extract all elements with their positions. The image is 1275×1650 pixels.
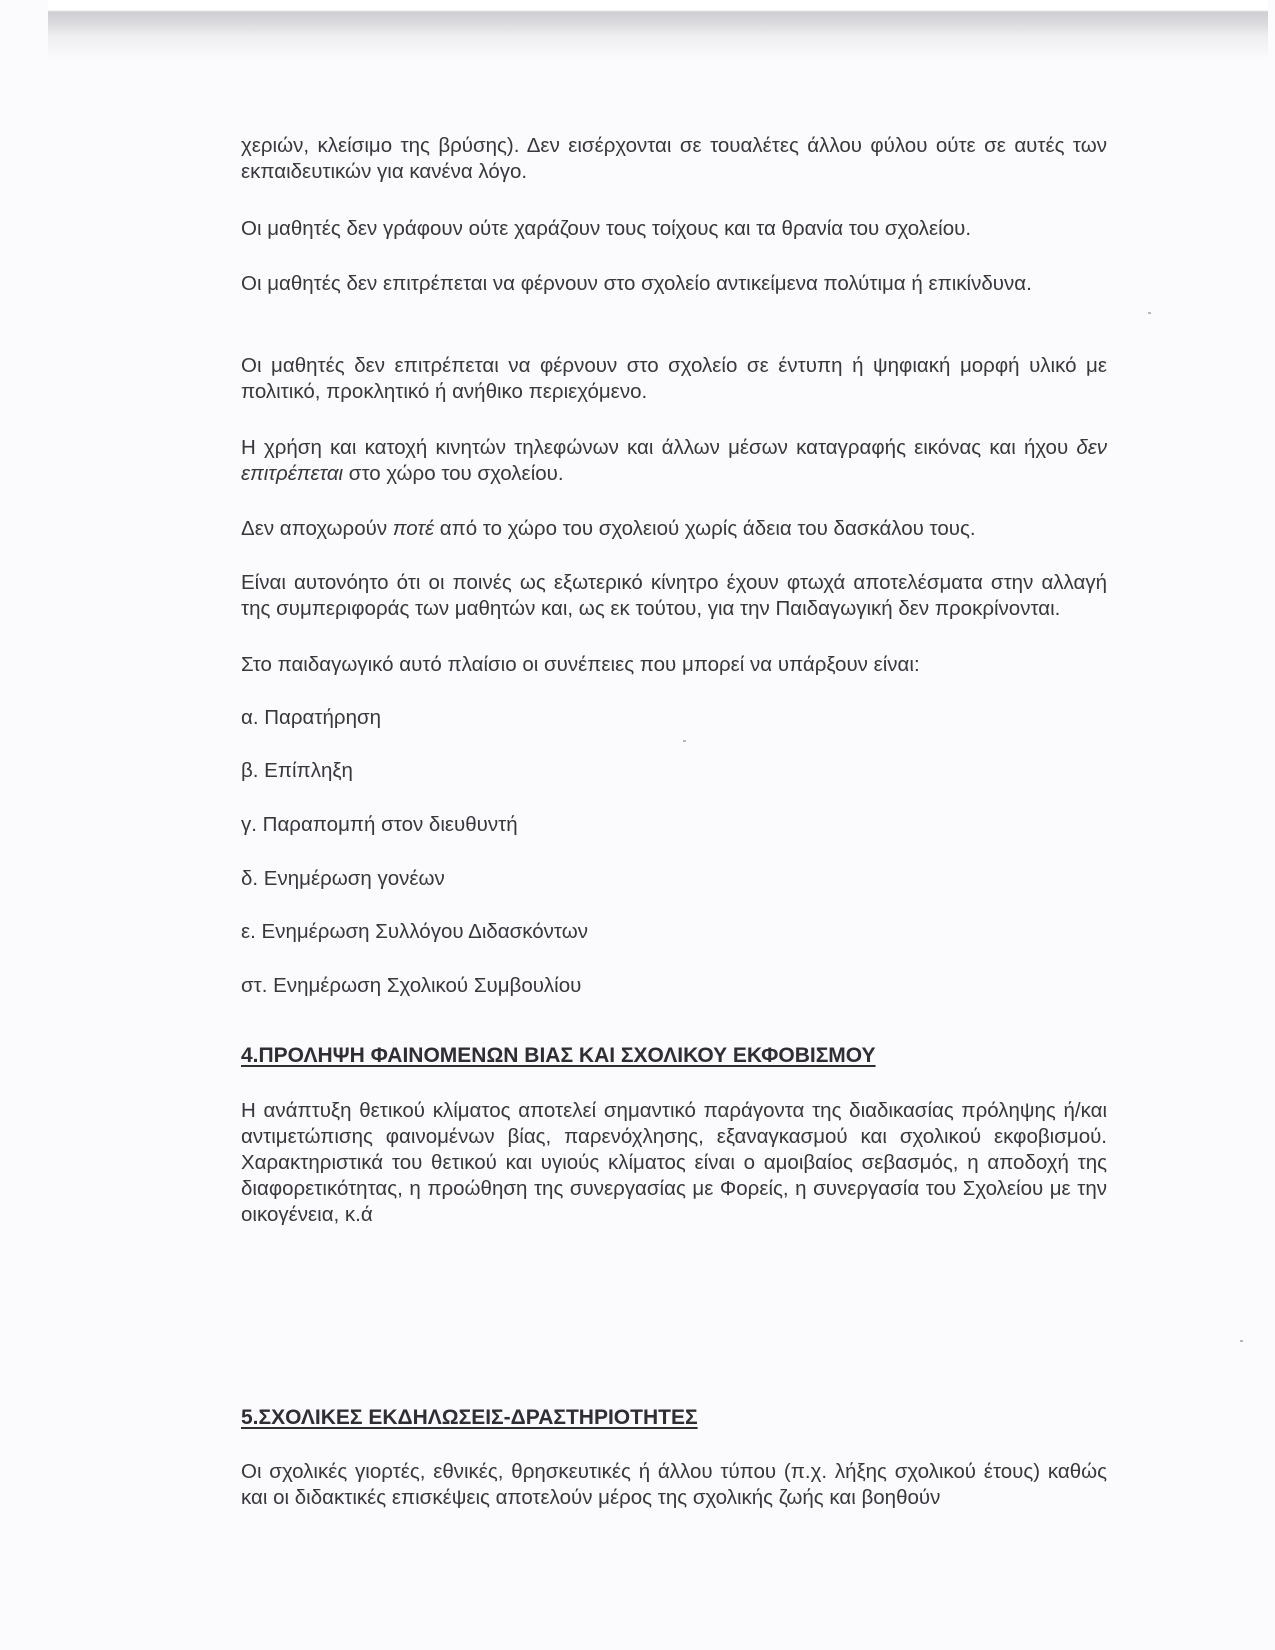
- paragraph-mobile-phones: [241, 435, 1107, 487]
- paragraph-consequences-intro: Στο παιδαγωγικό αυτό πλαίσιο οι συνέπειες που μπορεί να υπάρξουν είναι:: [241, 653, 920, 676]
- leaving-text-start: Δεν αποχωρούν: [241, 517, 393, 540]
- consequence-item: β. Επίπληξη: [241, 759, 353, 782]
- paragraph-toilets: χεριών, κλείσιμο της βρύσης). Δεν εισέρχονται σε τουαλέτες άλλου φύλου ούτε σε αυτές των εκπαιδευτικών για κανένα λόγο.: [241, 134, 1107, 183]
- paragraph-valuables: Οι μαθητές δεν επιτρέπεται να φέρνουν στο σχολείο αντικείμενα πολύτιμα ή επικίνδυνα.: [241, 272, 1032, 295]
- mobile-text-start: Η χρήση και κατοχή κινητών τηλεφώνων και άλλων μέσων καταγραφής εικόνας και ήχου: [241, 436, 1077, 459]
- consequence-item: δ. Ενημέρωση γονέων: [241, 867, 445, 890]
- section-4-body: Η ανάπτυξη θετικού κλίματος αποτελεί σημαντικό παράγοντα της διαδικασίας πρόληψης ή/και αντιμετώπισης φαινομένων βίας, παρενόχλησης, εξαναγκασμού και σχολικού εκφοβισμού. Χαρακτηριστικά του θετικού και υγιούς κλίματος είναι ο αμοιβαίος σεβασμός, η αποδοχή της διαφορετικότητας, η προώθηση της συνεργασίας με Φορείς, η συνεργασία του Σχολείου με την οικογένεια, κ.ά: [241, 1099, 1107, 1226]
- scan-speck: [1240, 1340, 1243, 1342]
- scan-edge-shadow: [48, 0, 1268, 66]
- leaving-emphasis: ποτέ: [392, 517, 435, 540]
- consequence-item: ε. Ενημέρωση Συλλόγου Διδασκόντων: [241, 920, 588, 943]
- consequence-item: α. Παρατήρηση: [241, 706, 382, 729]
- paragraph-penalties: Είναι αυτονόητο ότι οι ποινές ως εξωτερικό κίνητρο έχουν φτωχά αποτελέσματα στην αλλαγή της συμπεριφοράς των μαθητών και, ως εκ τούτου, για την Παιδαγωγική δεν προκρίνονται.: [241, 571, 1107, 620]
- leaving-text-end: από το χώρο του σχολειού χωρίς άδεια του δασκάλου τους.: [434, 517, 976, 540]
- paragraph-walls-desks: Οι μαθητές δεν γράφουν ούτε χαράζουν τους τοίχους και τα θρανία του σχολείου.: [241, 217, 972, 240]
- paragraph-leaving: [241, 516, 1107, 542]
- mobile-emphasis: δεν επιτρέπεται: [241, 436, 1107, 485]
- paragraph-material: Οι μαθητές δεν επιτρέπεται να φέρνουν στο σχολείο σε έντυπη ή ψηφιακή μορφή υλικό με πολιτικό, προκλητικό ή ανήθικο περιεχόμενο.: [241, 354, 1107, 403]
- section-5-heading: 5.ΣΧΟΛΙΚΕΣ ΕΚΔΗΛΩΣΕΙΣ-ΔΡΑΣΤΗΡΙΟΤΗΤΕΣ: [241, 1406, 698, 1429]
- scan-speck: [1148, 312, 1151, 314]
- section-5-body: Οι σχολικές γιορτές, εθνικές, θρησκευτικές ή άλλου τύπου (π.χ. λήξης σχολικού έτους) καθώς και οι διδακτικές επισκέψεις αποτελούν μέρος της σχολικής ζωής και βοηθούν: [241, 1460, 1107, 1509]
- consequence-item: γ. Παραπομπή στον διευθυντή: [241, 813, 518, 836]
- section-4-heading: 4.ΠΡΟΛΗΨΗ ΦΑΙΝΟΜΕΝΩΝ ΒΙΑΣ ΚΑΙ ΣΧΟΛΙΚΟΥ ΕΚΦΟΒΙΣΜΟΥ: [241, 1044, 876, 1067]
- mobile-text-end: στο χώρο του σχολείου.: [343, 462, 564, 485]
- scan-speck: [683, 740, 686, 742]
- consequence-item: στ. Ενημέρωση Σχολικού Συμβουλίου: [241, 974, 582, 997]
